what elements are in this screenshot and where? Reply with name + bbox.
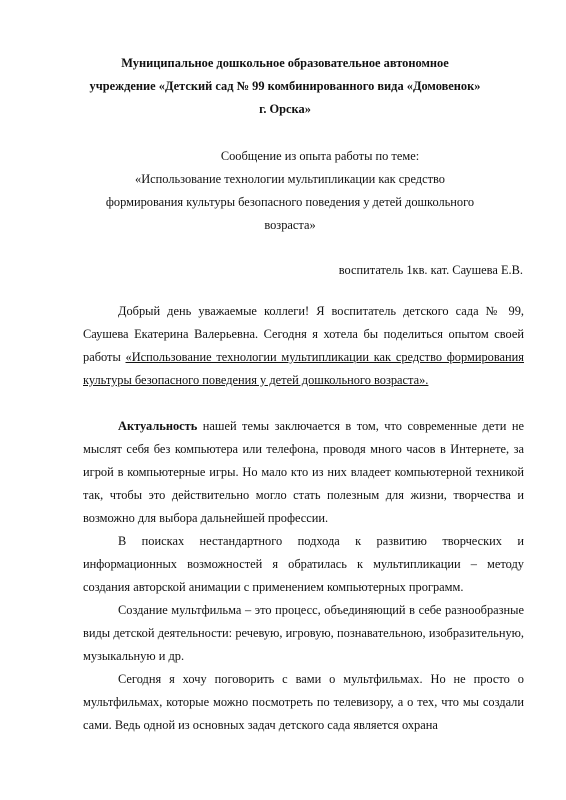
topic-title-line-2: формирования культуры безопасного поведения у детей дошкольного xyxy=(105,195,475,209)
topic-title-line-1: «Использование технологии мультипликации как средство xyxy=(135,172,445,186)
institution-name-line-2: учреждение «Детский сад № 99 комбинированного вида «Домовенок» xyxy=(89,79,481,93)
topic-intro: Сообщение из опыта работы по теме: xyxy=(220,149,420,163)
institution-name-line-1: Муниципальное дошкольное образовательное автономное xyxy=(121,56,449,70)
paragraph-relevance xyxy=(83,415,524,530)
paragraph-approach: В поисках нестандартного подхода к развитию творческих и информационных возможностей я обратилась к мультипликации – методу создания авторской анимации с применением компьютерных программ. xyxy=(83,534,524,594)
relevance-term: Актуальность xyxy=(118,419,198,433)
author-line: воспитатель 1кв. кат. Саушева Е.В. xyxy=(338,263,523,277)
paragraph-cartoon-creation: Создание мультфильма – это процесс, объединяющий в себе разнообразные виды детской деятельности: речевую, игровую, познавательною, изобразительную, музыкальную и др. xyxy=(83,603,524,663)
institution-name-line-3: г. Орска» xyxy=(259,102,311,116)
relevance-text: нашей темы заключается в том, что современные дети не мыслят себя без компьютера или телефона, проводя много часов в Интернете, за игрой в компьютерные игры. Но мало кто из них владеет компьютерной техникой так, чтобы это действительно могло стать полезным для жизни, творчества и возможно для выбора дальнейшей профессии. xyxy=(83,419,524,525)
greeting-text: Добрый день уважаемые коллеги! Я воспитатель детского сада № 99, Саушева Екатерина Валерьевна. Сегодня я хотела бы поделиться опытом своей работы xyxy=(83,304,524,364)
topic-reference: «Использование технологии мультипликации как средство формирования культуры безопасного поведения у детей дошкольного возраста». xyxy=(83,349,525,387)
topic-title-line-3: возраста» xyxy=(264,218,316,232)
paragraph-cartoons: Сегодня я хочу поговорить с вами о мультфильмах. Но не просто о мультфильмах, которые можно посмотреть по телевизору, а о тех, что мы создали сами. Ведь одной из основных задач детского сада является охрана xyxy=(83,672,524,732)
paragraph-greeting xyxy=(83,300,524,392)
